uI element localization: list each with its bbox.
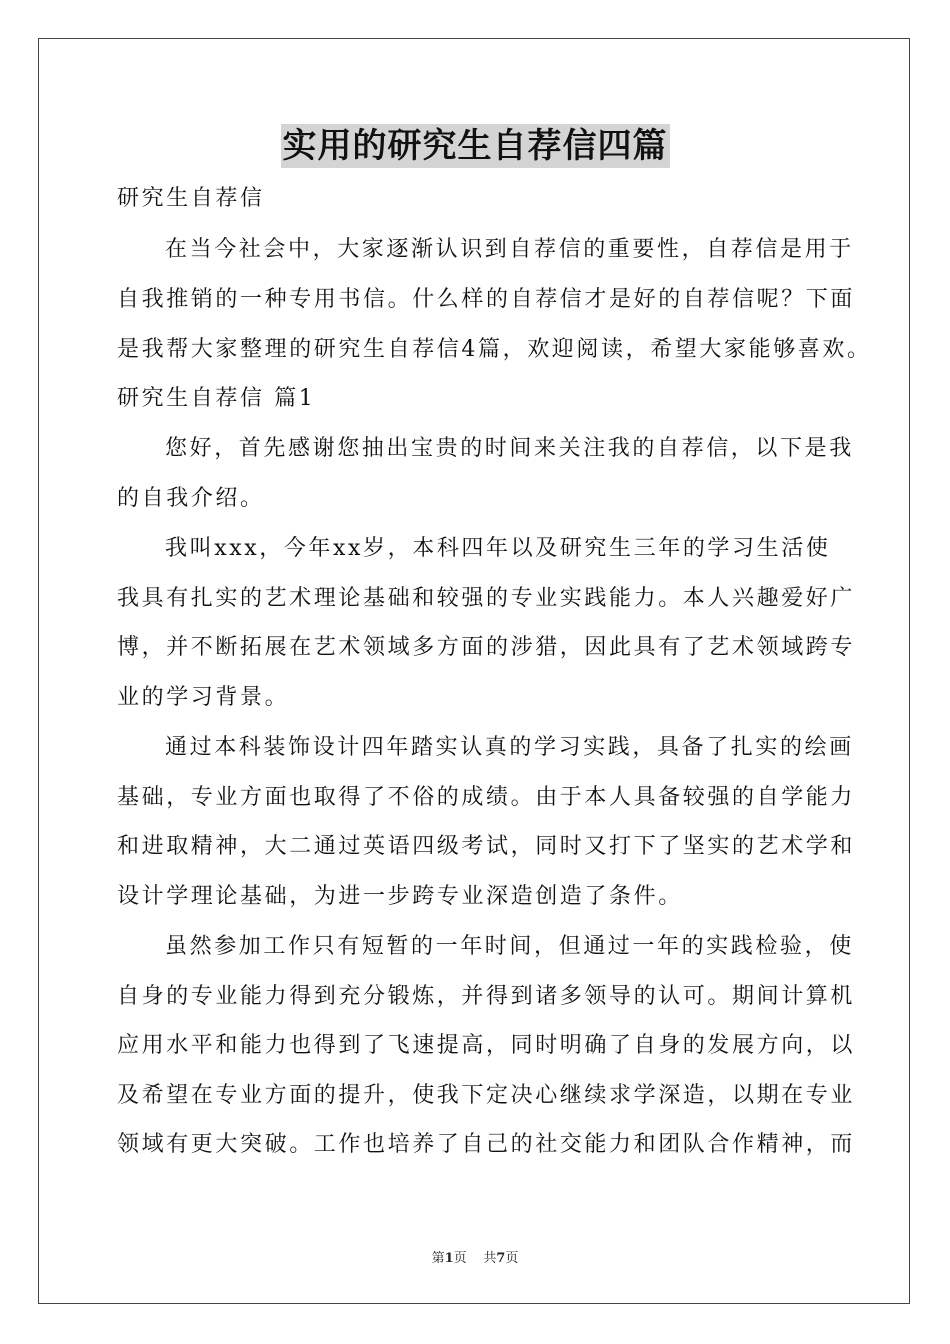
- page-number-label: 第1页: [431, 1251, 467, 1266]
- paragraph-line: 虽然参加工作只有短暂的一年时间，但通过一年的实践检验，使: [165, 934, 854, 959]
- page-border: [38, 38, 910, 1304]
- total-pages-label: 共7页: [483, 1251, 519, 1266]
- section-heading: 研究生自荐信: [117, 186, 265, 211]
- paragraph-line: 是我帮大家整理的研究生自荐信4篇，欢迎阅读，希望大家能够喜欢。: [117, 337, 872, 362]
- paragraph-line: 基础，专业方面也取得了不俗的成绩。由于本人具备较强的自学能力: [117, 785, 856, 810]
- paragraph-line: 在当今社会中，大家逐渐认识到自荐信的重要性，自荐信是用于: [165, 237, 854, 262]
- paragraph-line: 的自我介绍。: [117, 486, 265, 511]
- paragraph-line: 和进取精神，大二通过英语四级考试，同时又打下了坚实的艺术学和: [117, 834, 856, 859]
- paragraph-line: 业的学习背景。: [117, 685, 290, 710]
- paragraph-line: 自我推销的一种专用书信。什么样的自荐信才是好的自荐信呢？下面: [117, 287, 856, 312]
- total-pages: 7: [496, 1251, 506, 1266]
- page-footer: [0, 1247, 950, 1266]
- paragraph-line: 我叫xxx，今年xx岁，本科四年以及研究生三年的学习生活使: [165, 536, 831, 561]
- paragraph-line: 通过本科装饰设计四年踏实认真的学习实践，具备了扎实的绘画: [165, 735, 854, 760]
- section-heading: 研究生自荐信 篇1: [117, 386, 316, 411]
- page-number: 1: [444, 1251, 454, 1266]
- paragraph-line: 您好，首先感谢您抽出宝贵的时间来关注我的自荐信，以下是我: [165, 436, 854, 461]
- paragraph-line: 自身的专业能力得到充分锻炼，并得到诸多领导的认可。期间计算机: [117, 984, 856, 1009]
- paragraph-line: 设计学理论基础，为进一步跨专业深造创造了条件。: [117, 884, 683, 909]
- paragraph-line: 我具有扎实的艺术理论基础和较强的专业实践能力。本人兴趣爱好广: [117, 586, 856, 611]
- document-title: 实用的研究生自荐信四篇: [282, 126, 668, 166]
- paragraph-line: 博，并不断拓展在艺术领域多方面的涉猎，因此具有了艺术领域跨专: [117, 635, 856, 660]
- paragraph-line: 及希望在专业方面的提升，使我下定决心继续求学深造，以期在专业: [117, 1083, 856, 1108]
- paragraph-line: 应用水平和能力也得到了飞速提高，同时明确了自身的发展方向，以: [117, 1033, 856, 1058]
- document-title-wrap: [0, 124, 950, 168]
- paragraph-line: 领域有更大突破。工作也培养了自己的社交能力和团队合作精神，而: [117, 1132, 856, 1157]
